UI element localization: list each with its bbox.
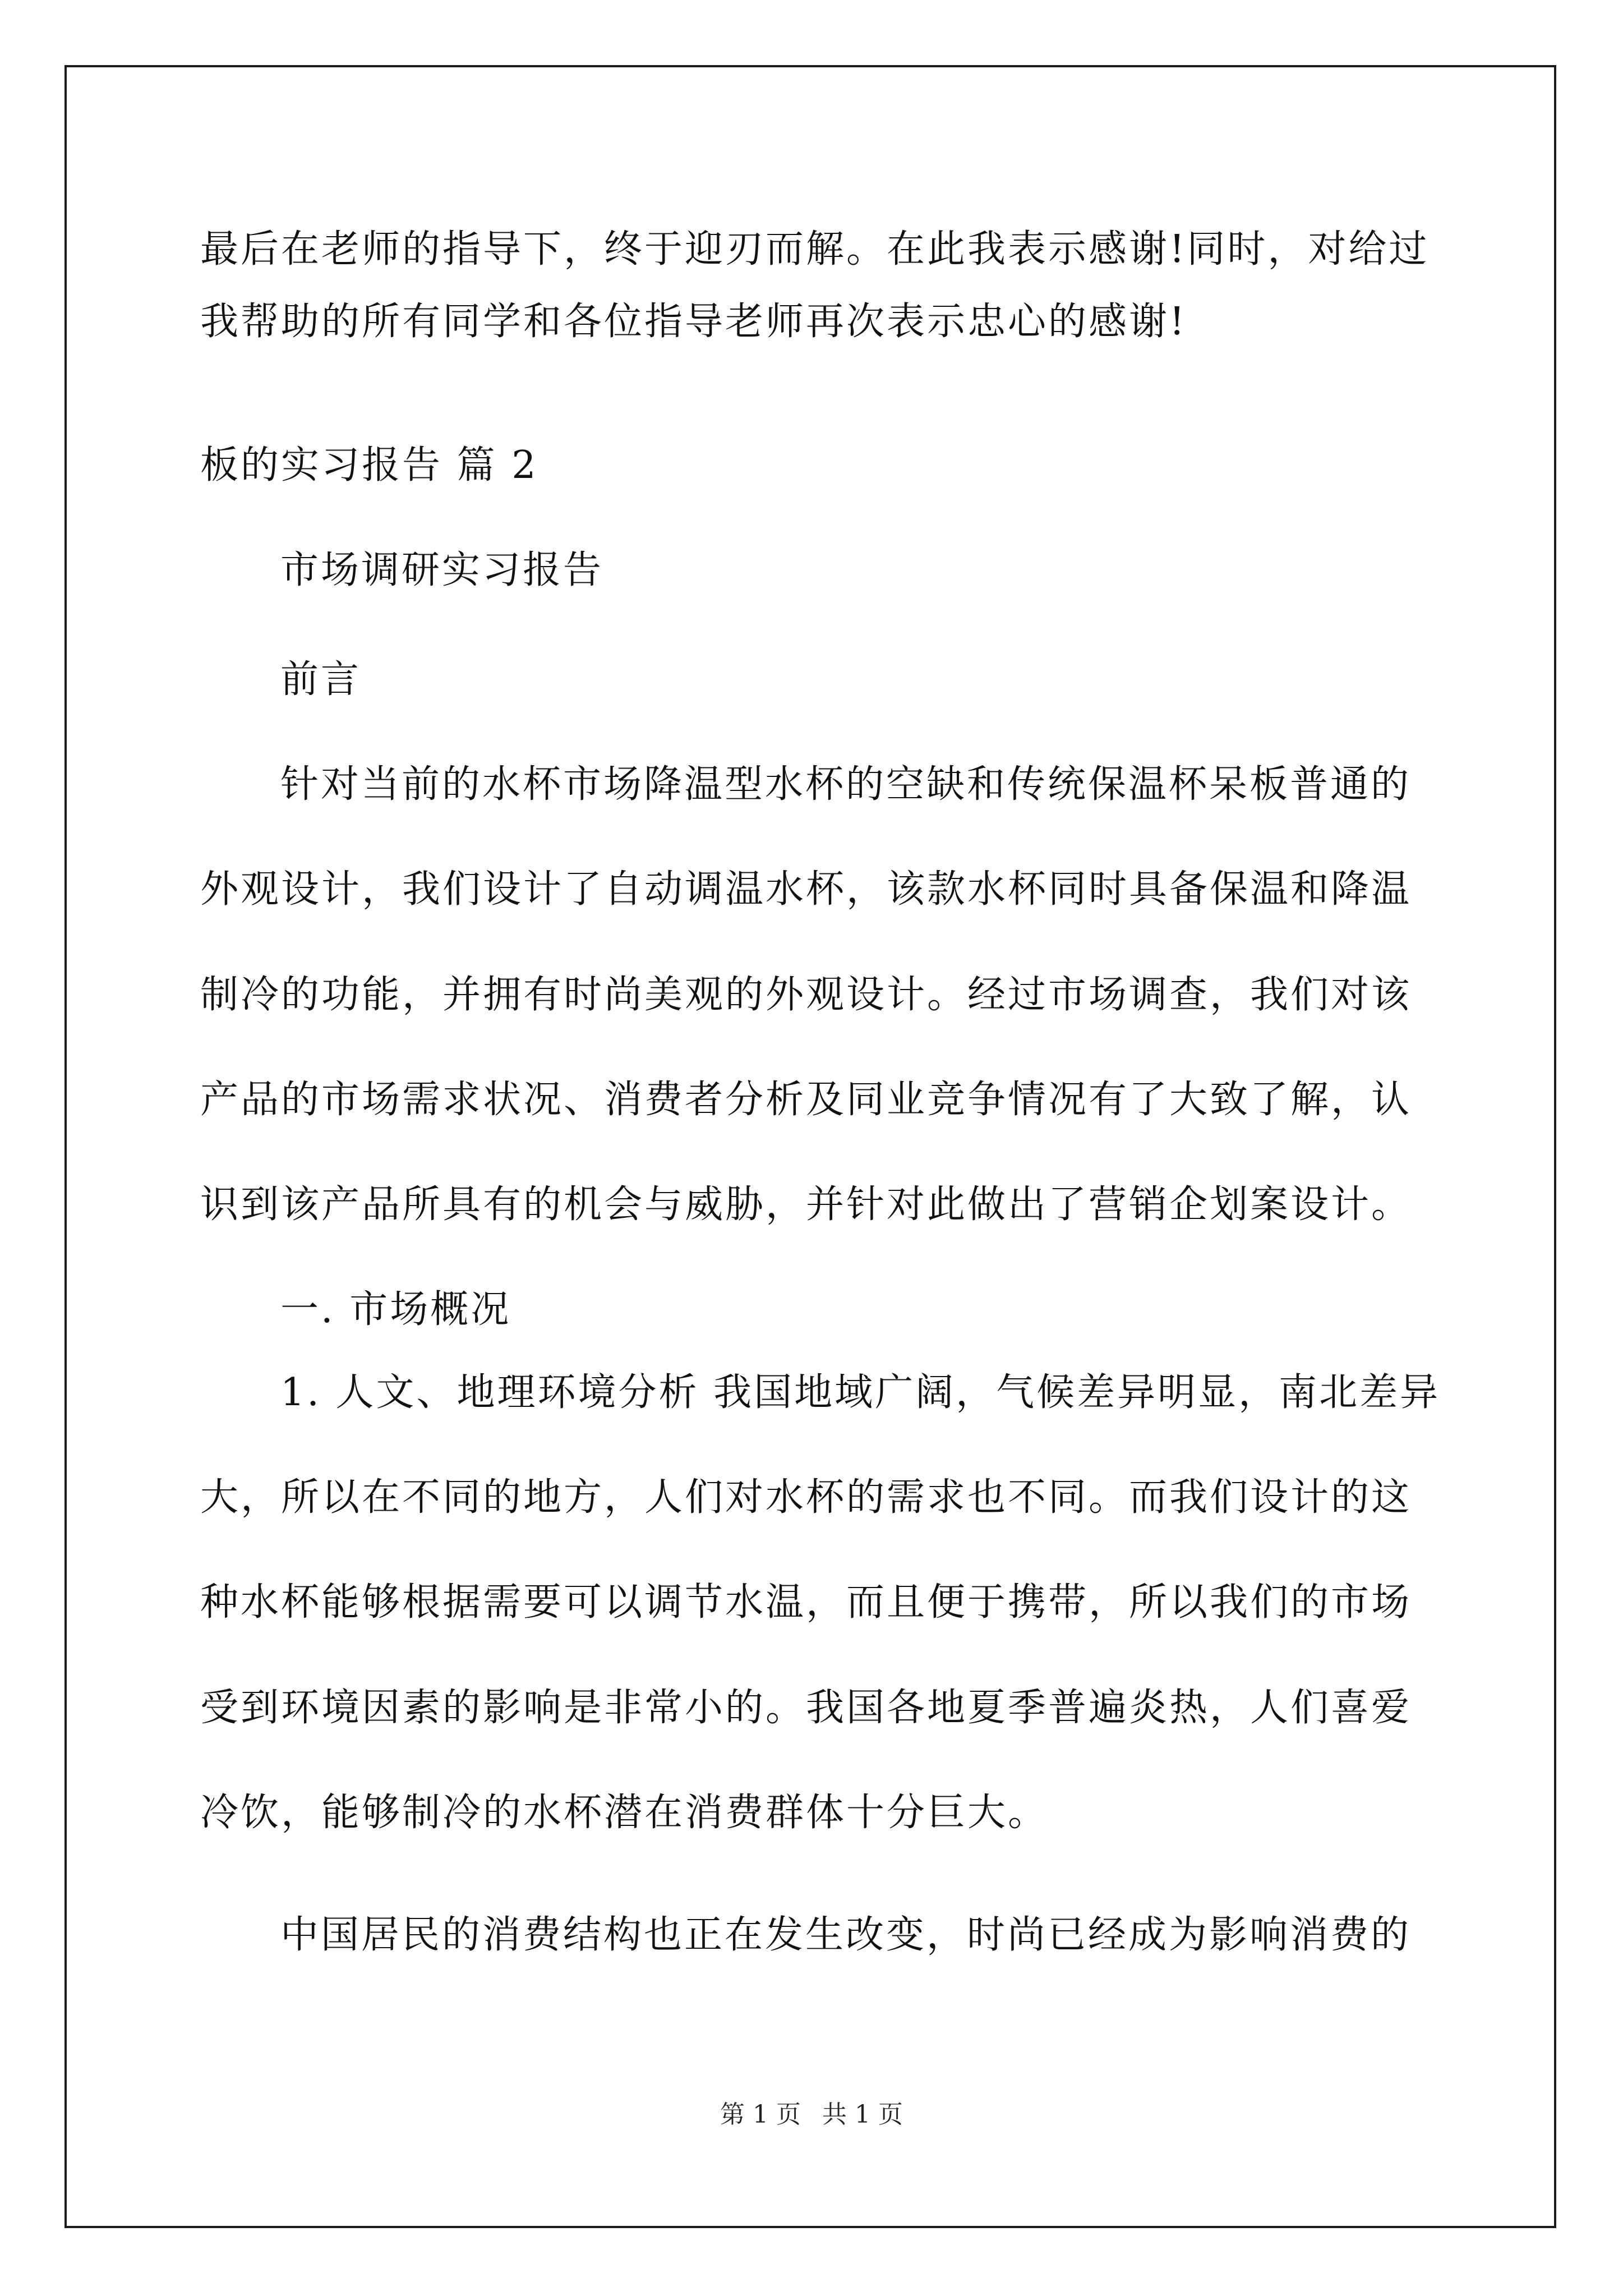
body-text-line: 种水杯能够根据需要可以调节水温，而且便于携带，所以我们的市场 [200, 1580, 1412, 1625]
body-text-line: 针对当前的水杯市场降温型水杯的空缺和传统保温杯呆板普通的 [280, 762, 1412, 807]
page-number: 第 1 页 [720, 2100, 801, 2129]
body-text-line: 产品的市场需求状况、消费者分析及同业竞争情况有了大致了解，认 [200, 1078, 1412, 1122]
body-text-line: 冷饮，能够制冷的水杯潜在消费群体十分巨大。 [200, 1791, 1049, 1835]
subsection-heading: 一. 市场概况 [280, 1287, 511, 1332]
page-border [64, 65, 1556, 2228]
body-text-line: 外观设计，我们设计了自动调温水杯，该款水杯同时具备保温和降温 [200, 867, 1412, 912]
body-text-line: 受到环境因素的影响是非常小的。我国各地夏季普遍炎热，人们喜爱 [200, 1686, 1412, 1730]
section-heading: 板的实习报告 篇 2 [200, 443, 538, 487]
body-text-line: 识到该产品所具有的机会与威胁，并针对此做出了营销企划案设计。 [200, 1182, 1412, 1227]
body-text-line: 制冷的功能，并拥有时尚美观的外观设计。经过市场调查，我们对该 [200, 973, 1412, 1017]
body-text-line: 最后在老师的指导下，终于迎刃而解。在此我表示感谢!同时，对给过 [200, 227, 1430, 272]
total-pages: 共 1 页 [822, 2100, 903, 2129]
body-text-line: 中国居民的消费结构也正在发生改变，时尚已经成为影响消费的 [280, 1913, 1412, 1957]
report-title: 市场调研实习报告 [280, 548, 604, 592]
page-footer [0, 2099, 1623, 2131]
body-text-line: 大，所以在不同的地方，人们对水杯的需求也不同。而我们设计的这 [200, 1475, 1412, 1520]
body-text-line: 我帮助的所有同学和各位指导老师再次表示忠心的感谢! [200, 300, 1187, 344]
body-text-line: 1. 人文、地理环境分析 我国地域广阔，气候差异明显，南北差异 [280, 1370, 1441, 1415]
preface-heading: 前言 [280, 657, 362, 702]
